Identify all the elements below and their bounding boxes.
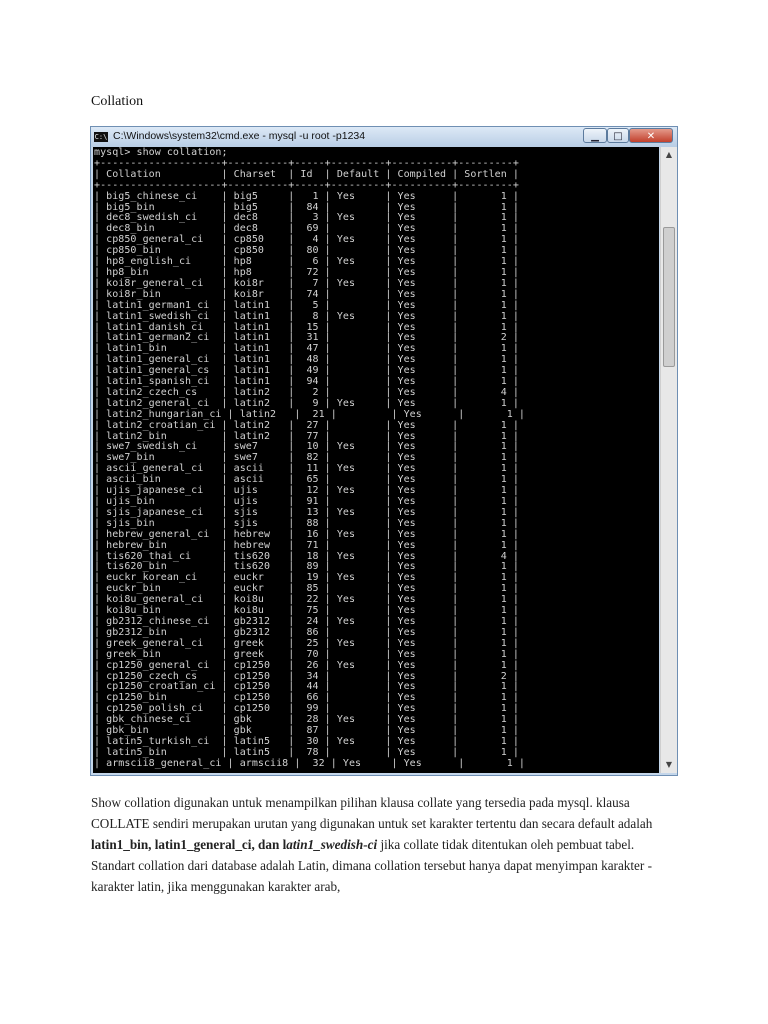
console-output[interactable] [93, 147, 659, 773]
cmd-window [90, 126, 678, 776]
paragraph-text-1: Show collation digunakan untuk menampilkan pilihan klausa collate yang tersedia pada mysql. klausa COLLATE sendiri merupakan urutan yang digunakan untuk set karakter tertentu dan secara default adalah [91, 795, 653, 831]
body-paragraph [91, 792, 681, 897]
maximize-button[interactable]: □ [607, 128, 629, 143]
paragraph-bold-italic-default: atin1_swedish-ci [286, 837, 378, 852]
page-heading: Collation [91, 94, 144, 109]
cmd-icon: C:\ [94, 133, 108, 141]
vertical-scrollbar[interactable] [660, 147, 677, 773]
minimize-button[interactable]: ▁ [583, 128, 607, 143]
console-text: mysql> show collation; +--------------------+----------+-----+---------+----------+---------+ | Collation | Charset | Id | Default | Compiled | Sortlen | +--------------------+----------+-----+---------+----------+---------+ | big5_chinese_ci | big5 | 1 | Yes | Yes | 1 | | big5_bin | big5 | 84 | | Yes | 1 | | dec8_swedish_ci | dec8 | 3 | Yes | Yes | 1 | | dec8_bin | dec8 | 69 | | Yes | 1 | | cp850_general_ci | cp850 | 4 | Yes | Yes | 1 | | cp850_bin | cp850 | 80 | | Yes | 1 | | hp8_english_ci | hp8 | 6 | Yes | Yes | 1 | | hp8_bin | hp8 | 72 | | Yes | 1 | | koi8r_general_ci | koi8r | 7 | Yes | Yes | 1 | | koi8r_bin | koi8r | 74 | | Yes | 1 | | latin1_german1_ci | latin1 | 5 | | Yes | 1 | | latin1_swedish_ci | latin1 | 8 | Yes | Yes | 1 | | latin1_danish_ci | latin1 | 15 | | Yes | 1 | | latin1_german2_ci | latin1 | 31 | | Yes | 2 | | latin1_bin | latin1 | 47 | | Yes | 1 | | latin1_general_ci | latin1 | 48 | | Yes | 1 | | latin1_general_cs | latin1 | 49 | | Yes | 1 | | latin1_spanish_ci | latin1 | 94 | | Yes | 1 | | latin2_czech_cs | latin2 | 2 | | Yes | 4 | | latin2_general_ci | latin2 | 9 | Yes | Yes | 1 | | latin2_hungarian_ci | latin2 | 21 | | Yes | 1 | | latin2_croatian_ci | latin2 | 27 | | Yes | 1 | | latin2_bin | latin2 | 77 | | Yes | 1 | | swe7_swedish_ci | swe7 | 10 | Yes | Yes | 1 | | swe7_bin | swe7 | 82 | | Yes | 1 | | ascii_general_ci | ascii | 11 | Yes | Yes | 1 | | ascii_bin | ascii | 65 | | Yes | 1 | | ujis_japanese_ci | ujis | 12 | Yes | Yes | 1 | | ujis_bin | ujis | 91 | | Yes | 1 | | sjis_japanese_ci | sjis | 13 | Yes | Yes | 1 | | sjis_bin | sjis | 88 | | Yes | 1 | | hebrew_general_ci | hebrew | 16 | Yes | Yes | 1 | | hebrew_bin | hebrew | 71 | | Yes | 1 | | tis620_thai_ci | tis620 | 18 | Yes | Yes | 4 | | tis620_bin | tis620 | 89 | | Yes | 1 | | euckr_korean_ci | euckr | 19 | Yes | Yes | 1 | | euckr_bin | euckr | 85 | | Yes | 1 | | koi8u_general_ci | koi8u | 22 | Yes | Yes | 1 | | koi8u_bin | koi8u | 75 | | Yes | 1 | | gb2312_chinese_ci | gb2312 | 24 | Yes | Yes | 1 | | gb2312_bin | gb2312 | 86 | | Yes | 1 | | greek_general_ci | greek | 25 | Yes | Yes | 1 | | greek_bin | greek | 70 | | Yes | 1 | | cp1250_general_ci | cp1250 | 26 | Yes | Yes | 1 | | cp1250_czech_cs | cp1250 | 34 | | Yes | 2 | | cp1250_croatian_ci | cp1250 | 44 | | Yes | 1 | | cp1250_bin | cp1250 | 66 | | Yes | 1 | | cp1250_polish_ci | cp1250 | 99 | | Yes | 1 | | gbk_chinese_ci | gbk | 28 | Yes | Yes | 1 | | gbk_bin | gbk | 87 | | Yes | 1 | | latin5_turkish_ci | latin5 | 30 | Yes | Yes | 1 | | latin5_bin | latin5 | 78 | | Yes | 1 | | armscii8_general_ci | armscii8 | 32 | Yes | Yes | 1 | [94, 147, 526, 769]
close-button[interactable]: ✕ [629, 128, 673, 143]
scroll-thumb[interactable] [663, 227, 675, 367]
paragraph-text-2: jika collate tidak ditentukan oleh pembuat tabel. Standart collation dari database adalah Latin, dimana collation tersebut hanya dapat menyimpan karakter - karakter latin, jika menggunakan karakter arab, [91, 837, 652, 894]
scroll-up-arrow-icon[interactable]: ▲ [665, 150, 673, 159]
window-titlebar[interactable] [91, 127, 677, 147]
paragraph-bold-defaults: latin1_bin, latin1_general_ci, dan l [91, 837, 287, 852]
scroll-down-arrow-icon[interactable]: ▼ [665, 760, 673, 769]
window-title: C:\Windows\system32\cmd.exe - mysql -u root -p1234 [113, 130, 366, 142]
